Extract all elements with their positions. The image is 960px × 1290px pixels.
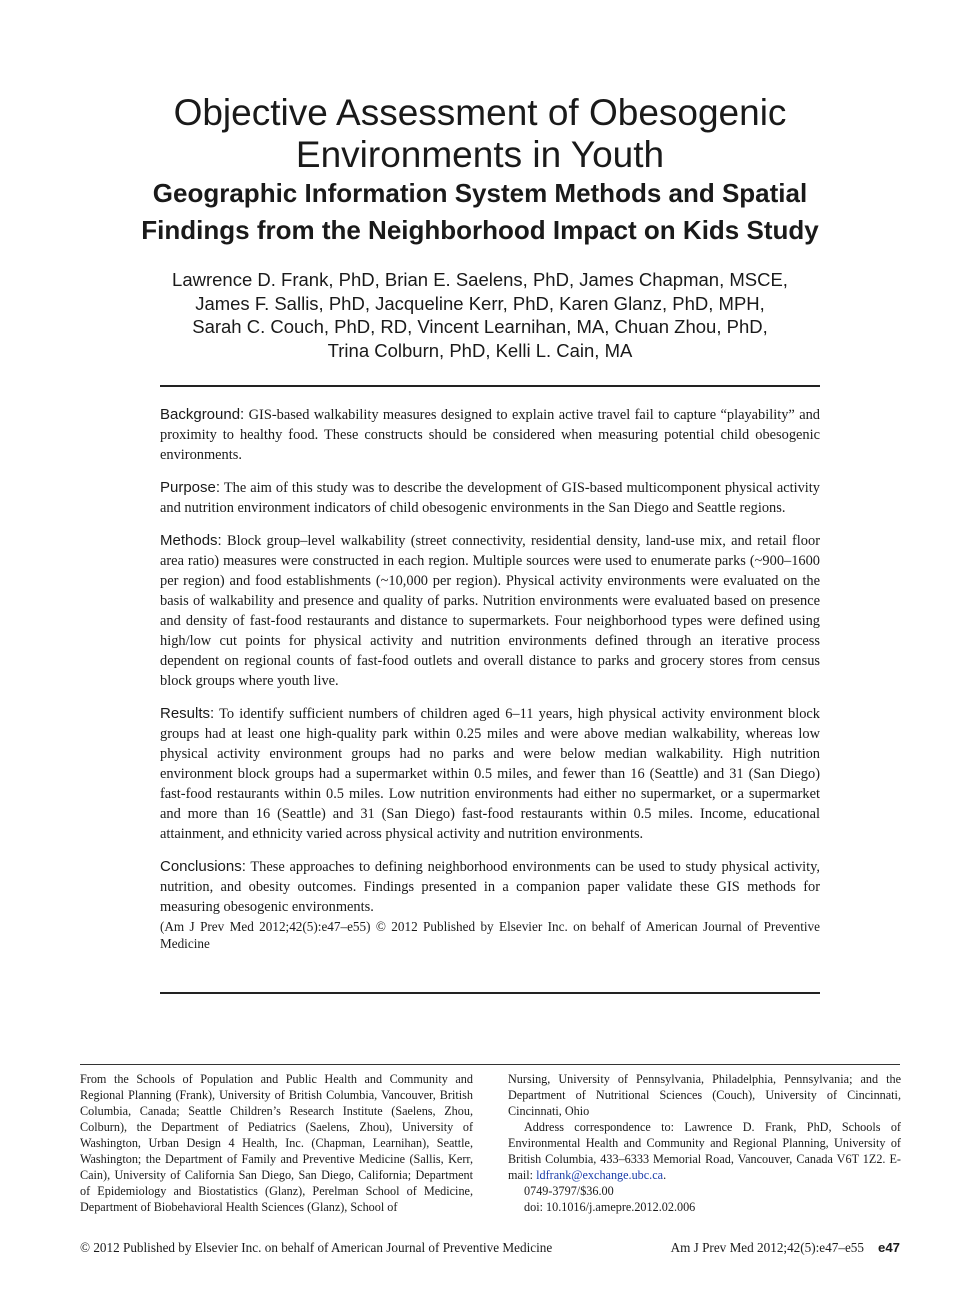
journal-citation: Am J Prev Med 2012;42(5):e47–e55 [670, 1240, 864, 1255]
abstract-bottom-rule [160, 992, 820, 994]
author-line: Trina Colburn, PhD, Kelli L. Cain, MA [327, 339, 633, 361]
title-line: Objective Assessment of Obesogenic [173, 92, 787, 133]
affiliations: From the Schools of Population and Public Health and Community and Regional Planning (Frank), University of British Columbia, Vancouver, British Columbia, Canada; Seattle Children’s Research Institute (Saelens, Zhou, Colburn), the Department of Pediatrics (Saelens, Zhou), University of Washington, Urban Design 4 Health, Inc. (Chapman, Learnihan), Seattle, Washington; the Department of Family and Preventive Medicine (Sallis, Kerr, Cain), University of California San Diego, San Diego, California; Department of Epidemiology and Biostatistics (Glanz), Perelman School of Medicine, Department of Biobehavioral Health Sciences (Glanz), School of [80, 1072, 473, 1214]
correspondence-text: Address correspondence to: Lawrence D. Frank, PhD, Schools of Environmental Health and Community and Regional Planning, University of British Columbia, 433–6333 Memorial Road, Vancouver, Canada V6T 1Z2. E-mail: [508, 1120, 901, 1182]
section-text: To identify sufficient numbers of children aged 6–11 years, high physical activity environment block groups had at least one high-quality park within 0.25 miles and were above median walkability, whereas low physical activity environment groups had no parks and were below median walkability. High nutrition environment block groups had a supermarket within 0.5 miles, and fewer than 16 (Seattle) and 31 (San Diego) fast-food restaurants within 0.5 miles. Low nutrition environments had either no supermarket, or a supermarket and more than 16 (Seattle) and 31 (San Diego) fast-food restaurants within 0.5 miles. Income, educational attainment, and ethnicity varied across physical activity and nutrition environments. [160, 706, 820, 842]
copyright-notice: © 2012 Published by Elsevier Inc. on behalf of American Journal of Preventive Medicine [80, 1240, 553, 1255]
footnote-column-left [80, 1071, 473, 1215]
abstract-purpose [160, 478, 820, 518]
issn: 0749-3797/$36.00 [524, 1184, 614, 1198]
subtitle-line: Findings from the Neighborhood Impact on Kids Study [141, 215, 819, 245]
affiliations-continued: Nursing, University of Pennsylvania, Philadelphia, Pennsylvania; and the Department of Nutritional Sciences (Couch), University of Cincinnati, Cincinnati, Ohio [508, 1072, 901, 1118]
abstract [160, 405, 820, 952]
footnote-column-right [508, 1071, 901, 1215]
author-line: Lawrence D. Frank, PhD, Brian E. Saelens, PhD, James Chapman, MSCE, [172, 269, 788, 290]
doi: doi: 10.1016/j.amepre.2012.02.006 [524, 1200, 696, 1214]
footnote-rule [80, 1064, 900, 1065]
abstract-results [160, 704, 820, 844]
author-list [0, 268, 960, 362]
citation: (Am J Prev Med 2012;42(5):e47–e55) © 2012 Published by Elsevier Inc. on behalf of American Journal of Preventive Medicine [160, 919, 820, 951]
author-line: James F. Sallis, PhD, Jacqueline Kerr, PhD, Karen Glanz, PhD, MPH, [195, 292, 765, 314]
author-line: Sarah C. Couch, PhD, RD, Vincent Learnihan, MA, Chuan Zhou, PhD, [192, 316, 768, 337]
section-label: Background: [160, 406, 245, 423]
abstract-conclusions [160, 857, 820, 917]
email-link[interactable]: ldfrank@exchange.ubc.ca [536, 1168, 664, 1182]
abstract-background [160, 405, 820, 465]
section-label: Methods: [160, 532, 222, 549]
section-label: Results: [160, 705, 215, 722]
article-subtitle [0, 175, 960, 249]
section-text: The aim of this study was to describe the development of GIS-based multicomponent physical activity and nutrition environment indicators of child obesogenic environments in the San Diego and Seattle regions. [160, 480, 820, 516]
email-suffix: . [663, 1168, 667, 1182]
correspondence [508, 1119, 901, 1183]
section-label: Purpose: [160, 479, 221, 496]
abstract-top-rule [160, 385, 820, 387]
abstract-methods [160, 531, 820, 691]
article-title [0, 92, 960, 176]
subtitle-line: Geographic Information System Methods and Spatial [152, 178, 808, 208]
title-line: Environments in Youth [295, 134, 665, 175]
section-label: Conclusions: [160, 858, 246, 875]
page-number: e47 [877, 1240, 900, 1255]
section-text: GIS-based walkability measures designed to explain active travel fail to capture “playability” and proximity to healthy food. These constructs should be considered when measuring potential child obesogenic environments. [160, 407, 820, 463]
journal-reference [671, 1239, 900, 1257]
section-text: Block group–level walkability (street connectivity, residential density, land-use mix, and retail floor area ratio) measures were constructed in each region. Multiple sources were used to enumerate parks (~900–1600 per region) and food establishments (~10,000 per region). Physical activity environments were evaluated on the basis of walkability and presence and quality of parks. Nutrition environments were evaluated based on presence and density of fast-food restaurants and distance to supermarkets. Four neighborhood types were defined using high/low cut points for physical activity and nutrition environments defined through an iterative process dependent on regional counts of fast-food outlets and overall distance to parks and grocery stores from census block groups where youth live. [160, 533, 820, 689]
section-text: These approaches to defining neighborhood environments can be used to study physical activity, nutrition, and obesity outcomes. Findings presented in a companion paper validate these GIS methods for measuring obesogenic environments. [160, 859, 820, 915]
